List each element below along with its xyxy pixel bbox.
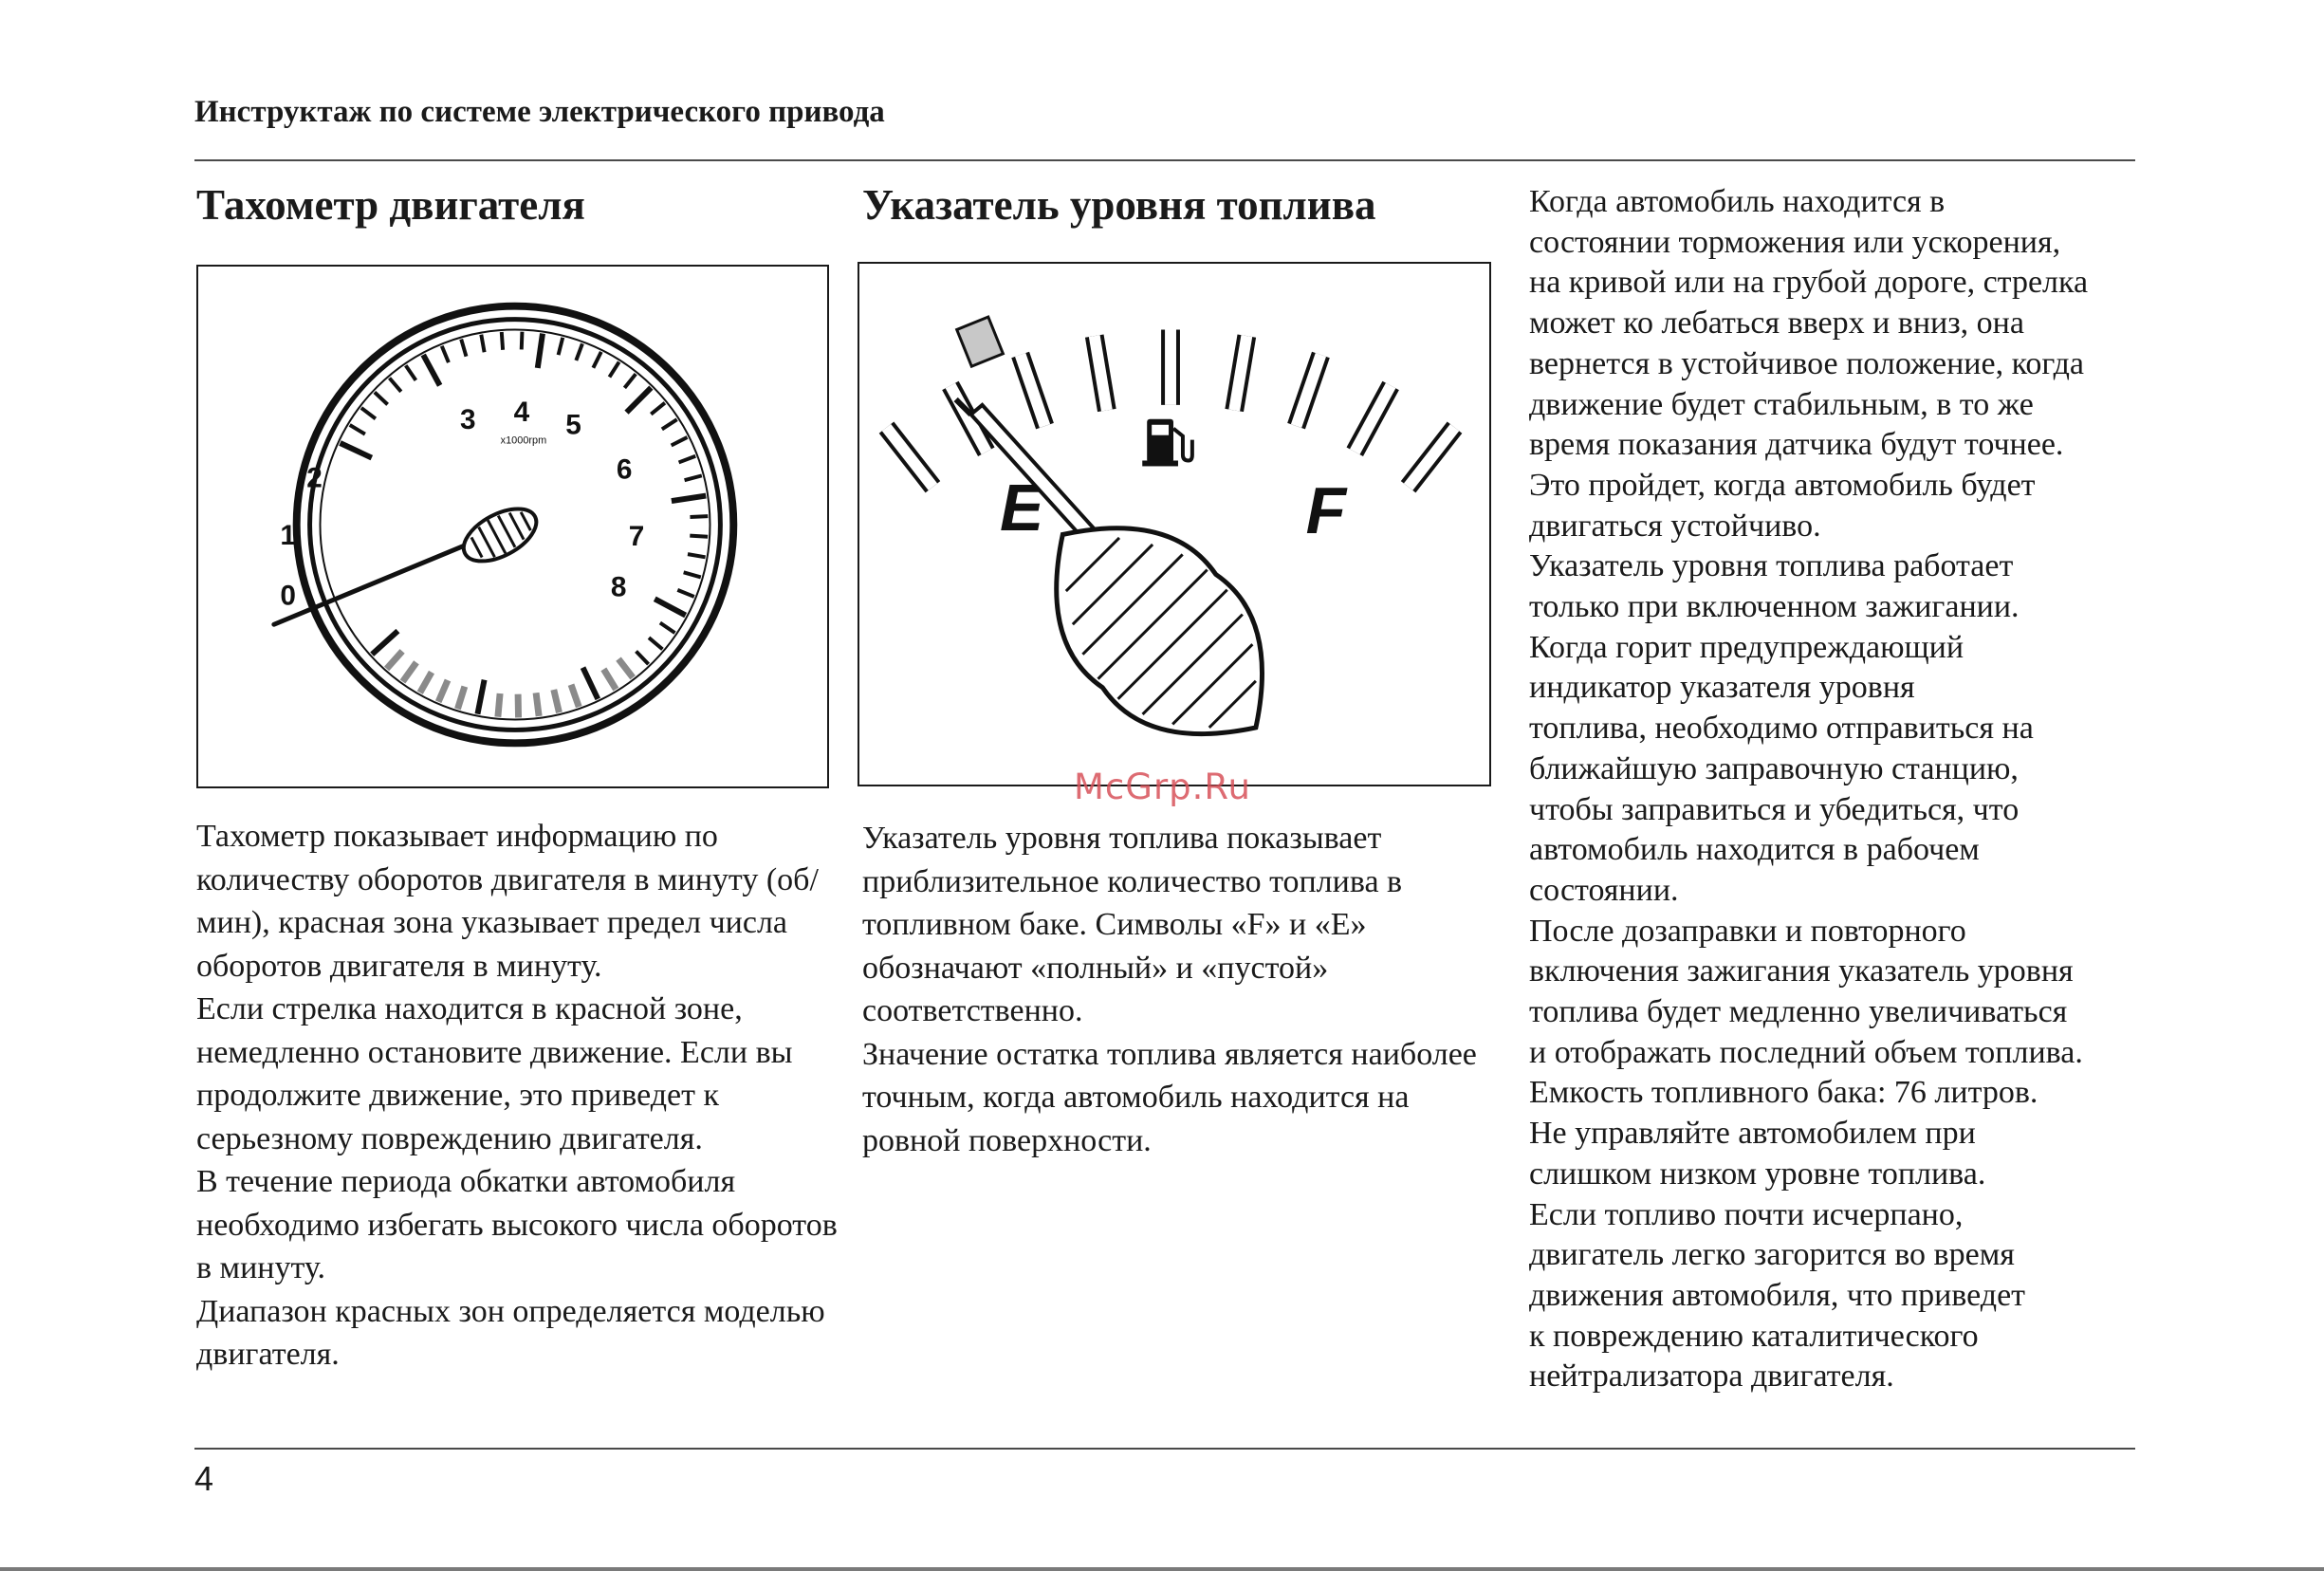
tachometer-tick [423, 355, 439, 385]
text-line: двигаться устойчиво. [1529, 508, 1821, 544]
scan-edge-band [0, 1567, 2324, 1571]
fuel-gauge-text [862, 817, 1479, 1162]
tachometer-tick [457, 687, 464, 710]
tachometer-tick [690, 536, 708, 537]
text-line: Указатель уровня топлива работает [1529, 548, 2014, 584]
text-line: время показания датчика будут точнее. [1529, 427, 2064, 463]
tachometer-unit-label: x1000rpm [500, 434, 547, 447]
dial-number-7: 7 [628, 520, 645, 552]
column3-text [1529, 182, 2088, 1397]
header-rule [194, 159, 2135, 161]
tachometer-tick [461, 340, 466, 357]
text-line: двигатель легко загорится во время [1529, 1237, 2015, 1273]
text-line: состоянии. [1529, 872, 1679, 908]
tachometer-tick [649, 638, 662, 649]
text-line: на кривой или на грубой дороге, стрелка [1529, 265, 2089, 301]
tachometer-tick [538, 334, 543, 368]
running-header: Инструктаж по системе электрического привода [194, 95, 885, 129]
fuel-warning-flag [957, 317, 1004, 366]
tachometer-tick [438, 680, 448, 702]
tachometer-text [196, 815, 841, 1377]
tachometer-tick [651, 403, 665, 415]
tachometer-figure [196, 265, 829, 788]
tachometer-tick [571, 685, 579, 707]
text-line: топлива будет медленно увеличиваться [1529, 994, 2068, 1030]
tachometer-tick [609, 362, 618, 378]
tachometer-tick [403, 662, 416, 681]
tachometer-tick [375, 392, 388, 404]
tachometer-tick [522, 332, 523, 350]
dial-number-8: 8 [610, 571, 627, 603]
tachometer-tick [679, 456, 696, 463]
text-line: чтобы заправиться и убедиться, что [1529, 791, 2020, 827]
text-line: После дозаправки и повторного [1529, 913, 1966, 949]
tachometer-tick [420, 673, 432, 693]
fuel-gauge-figure [858, 262, 1491, 786]
tachometer-tick [576, 343, 582, 360]
text-line: вернется в устойчивое положение, когда [1529, 345, 2085, 381]
tachometer-tick [477, 680, 484, 714]
paragraph: Диапазон красных зон определяется моделью двигателя. [196, 1293, 825, 1372]
tachometer-tick [502, 332, 503, 350]
tachometer-tick [636, 652, 649, 665]
text-line: движения автомобиля, что приведет [1529, 1277, 2026, 1313]
tachometer-tick [406, 365, 416, 380]
tachometer-tick [655, 599, 685, 615]
tachometer-tick [390, 378, 401, 391]
paragraph: Если стрелка находится в красной зоне, немедленно остановите движение. Если вы продолжите движение, это приведет к серьезному повреждению двигателя. [196, 991, 793, 1156]
dial-number-0: 0 [280, 580, 297, 612]
tachometer-tick [536, 693, 539, 716]
dial-number-5: 5 [565, 409, 581, 441]
watermark: McGrp.Ru [1074, 767, 1251, 807]
tachometer-hub [455, 498, 544, 572]
fuel-gauge-tick-fill [1355, 385, 1391, 452]
tachometer-tick [361, 408, 376, 418]
tachometer-tick [672, 496, 706, 501]
tachometer-tick [603, 669, 616, 689]
text-line: индикатор указателя уровня [1529, 670, 1915, 706]
text-line: Емкость топливного бака: 76 литров. [1529, 1075, 2038, 1111]
text-line: к повреждению каталитического [1529, 1318, 1979, 1354]
text-line: Когда горит предупреждающий [1529, 629, 1964, 665]
tachometer-tick [624, 374, 636, 388]
text-line: движение будет стабильным, в то же [1529, 386, 2034, 422]
fuel-gauge-tick-fill [1409, 428, 1455, 488]
tachometer-tick [677, 590, 694, 597]
tachometer-tick [341, 443, 372, 458]
tachometer-tick [662, 419, 677, 429]
dial-number-4: 4 [513, 396, 530, 428]
page-number: 4 [194, 1459, 214, 1498]
tachometer-tick [660, 623, 675, 634]
text-line: Это пройдет, когда автомобиль будет [1529, 467, 2036, 503]
tachometer-tick [684, 572, 701, 577]
tachometer-tick [593, 352, 600, 368]
paragraph: Значение остатка топлива является наиболее точным, когда автомобиль находится на ровной поверхности. [862, 1036, 1477, 1158]
dial-number-1: 1 [280, 519, 297, 551]
tachometer-tick [672, 437, 688, 446]
footer-rule [194, 1448, 2135, 1450]
text-line: автомобиль находится в рабочем [1529, 832, 1980, 868]
fuel-pump-icon [1142, 419, 1192, 467]
tachometer-tick [559, 338, 563, 355]
tachometer-tick [688, 554, 706, 557]
paragraph: Указатель уровня топлива показывает приблизительное количество топлива в топливном баке. Символы «F» и «E» обозначают «полный» и «пустой» соответственно. [862, 821, 1403, 1028]
tachometer-tick [685, 475, 702, 480]
tachometer-tick [583, 668, 599, 699]
text-line: нейтрализатора двигателя. [1529, 1358, 1894, 1395]
text-line: Когда автомобиль находится в [1529, 184, 1946, 219]
fuel-label-empty: E [999, 470, 1044, 545]
text-line: ближайшую заправочную станцию, [1529, 750, 2019, 786]
text-line: только при включенном зажигании. [1529, 589, 2020, 625]
fuel-gauge-illustration [859, 264, 1489, 785]
text-line: может ко лебаться вверх и вниз, она [1529, 305, 2024, 342]
fuel-gauge-tick-fill [887, 428, 933, 488]
tachometer-tick [690, 516, 708, 517]
dial-number-2: 2 [306, 462, 323, 494]
text-line: топлива, необходимо отправиться на [1529, 711, 2034, 747]
tachometer-tick [498, 693, 500, 717]
text-line: слишком низком уровне топлива. [1529, 1155, 1986, 1192]
text-line: состоянии торможения или ускорения, [1529, 224, 2061, 260]
paragraph: Тахометр показывает информацию по количеству оборотов двигателя в минуту (об/мин), красная зона указывает предел числа оборотов двигателя в минуту. [196, 819, 819, 984]
fuel-gauge-title: Указатель уровня топлива [862, 181, 1376, 229]
paragraph: В течение периода обкатки автомобиля необходимо избегать высокого числа оборотов в минуту. [196, 1164, 838, 1285]
text-line: Не управляйте автомобилем при [1529, 1116, 1976, 1152]
dial-number-3: 3 [460, 403, 476, 435]
tachometer-tick [350, 425, 365, 434]
dial-number-6: 6 [616, 453, 633, 486]
tachometer-tick [554, 690, 560, 712]
text-line: и отображать последний объем топлива. [1529, 1034, 2083, 1070]
tachometer-tick [372, 631, 397, 655]
fuel-gauge-knob [1005, 476, 1314, 785]
text-line: включения зажигания указатель уровня [1529, 953, 2074, 989]
tachometer-title: Тахометр двигателя [196, 181, 585, 229]
text-line: Если топливо почти исчерпано, [1529, 1196, 1964, 1232]
tachometer-tick [618, 659, 633, 678]
tachometer-tick [442, 346, 449, 362]
tachometer-tick [481, 335, 484, 353]
tachometer-tick [387, 651, 403, 669]
tachometer-tick [627, 388, 652, 413]
tachometer-illustration [198, 267, 827, 786]
fuel-label-full: F [1305, 472, 1347, 547]
